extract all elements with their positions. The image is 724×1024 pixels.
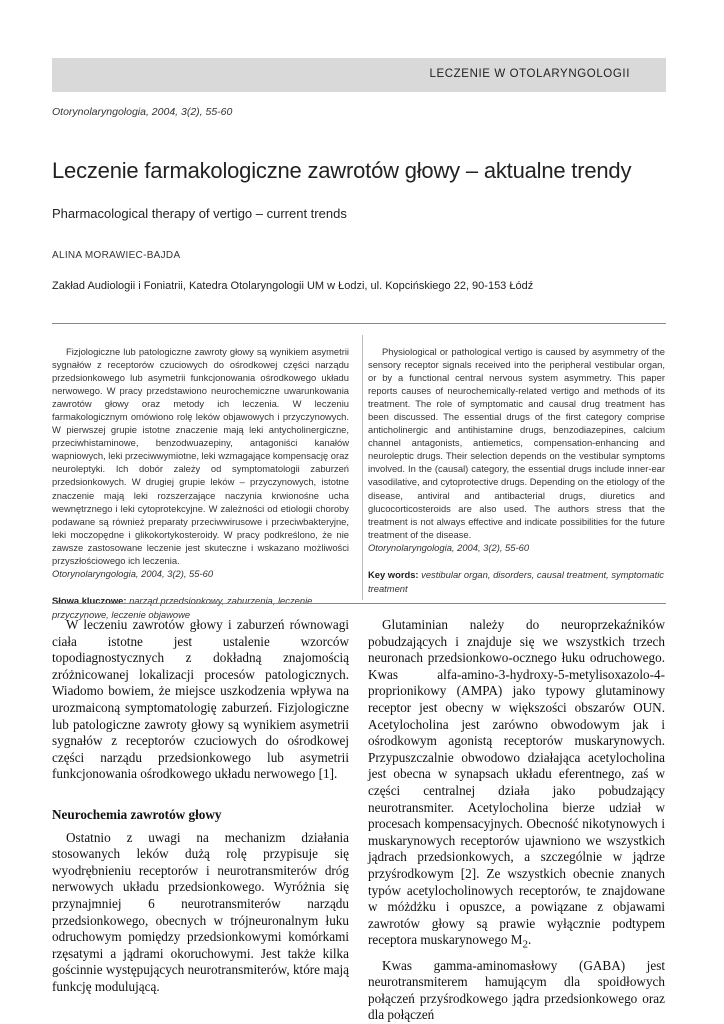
article-subtitle: Pharmacological therapy of vertigo – current trends bbox=[52, 206, 347, 221]
author-name: ALINA MORAWIEC-BAJDA bbox=[52, 250, 181, 261]
keywords-english-values: vestibular organ, disorders, causal treatment, symptomatic treatment bbox=[368, 568, 664, 594]
top-rule bbox=[52, 323, 666, 324]
body-column-left bbox=[52, 617, 349, 995]
journal-citation: Otorynolaryngologia, 2004, 3(2), 55-60 bbox=[52, 106, 233, 118]
article-title: Leczenie farmakologiczne zawrotów głowy – aktualne trendy bbox=[52, 158, 632, 183]
abstract-column-divider bbox=[362, 335, 363, 600]
abstract-bottom-rule bbox=[52, 603, 666, 604]
abstract-english-citation: Otorynolaryngologia, 2004, 3(2), 55-60 bbox=[368, 541, 530, 553]
body-paragraph: Ostatnio z uwagi na mechanizm działania stosowanych leków dużą rolę przypisuje się wyodrębnieniu receptorów i neurotransmiterów dróg nerwowych układu przedsionkowego. Wyróżnia się przynajmniej 6 neurotransmiterów narządu przedsionkowego, obecnych w trójneuronalnym łuku odruchowym pomiędzy przedsionkowymi komórkami rzęsatymi a jądrami okoruchowymi. Jest także kilka gościnnie występujących neurotransmiterów, które mają funkcję modulującą. bbox=[52, 829, 349, 994]
abstract-polish-citation: Otorynolaryngologia, 2004, 3(2), 55-60 bbox=[52, 567, 214, 579]
body-paragraph-text: Glutaminian należy do neuroprzekaźników pobudzających i znajduje się we wszystkich trzech neuronach przedsionkowo-ocznego łuku odruchowego. Kwas alfa-amino-3-hydroxy-5-metylisoxazolo-4-proprionikowy (AMPA) jako typowy glutaminowy receptor jest obecny w większości obszarów OUN. Acetylocholina jest zarówno obwodowym jak i ośrodkowym agonistą receptorów muskarynowych. Przypuszczalnie obwodowo działająca acetylocholina jest obecna w synapsach układu eferentnego, zaś w części centralnej działa jako pobudzający neurotransmiter. Acetylocholina bierze udział w procesach kompensacyjnych. Obecność nikotynowych i muskarynowych receptorów ujawniono we wszystkich jądrach przedsionkowych, a szczególnie w jądrze przyśrodkowym [2]. Ze wszystkich obecnie znanych typów acetylocholinowych receptorów, te znajdowane w móżdżku i opuszce, a powiązane z objawami zawrotów głowy są prawie wyłącznie podtypem receptora muskarynowego M bbox=[368, 617, 665, 948]
section-label: LECZENIE W OTOLARYNGOLOGII bbox=[429, 68, 630, 80]
keywords-english bbox=[368, 568, 665, 596]
body-column-right bbox=[368, 617, 665, 1024]
body-paragraph-gaba: Kwas gamma-aminomasłowy (GABA) jest neurotransmiterem hamującym dla spoidłowych połączeń przyśrodkowego jądra przedsionkowego oraz dla połączeń bbox=[368, 957, 665, 1023]
body-paragraph-end: . bbox=[528, 932, 532, 948]
keywords-english-label: Key words: bbox=[368, 568, 419, 580]
subscript-2: 2 bbox=[522, 938, 529, 951]
abstract-polish bbox=[52, 345, 349, 622]
abstract-english bbox=[368, 345, 665, 596]
section-header-band bbox=[52, 58, 666, 92]
section-heading-neurochemistry: Neurochemia zawrotów głowy bbox=[52, 806, 222, 822]
keywords-polish-label: Słowa kluczowe: bbox=[52, 594, 127, 606]
body-paragraph-glutamate bbox=[368, 617, 665, 954]
author-affiliation: Zakład Audiologii i Foniatrii, Katedra Otolaryngologii UM w Łodzi, ul. Kopcińskiego 22, 90-153 Łódź bbox=[52, 280, 534, 292]
keywords-polish-values: narząd przedsionkowy, zaburzenia, leczenie przyczynowe, leczenie objawowe bbox=[52, 594, 313, 620]
abstract-english-text: Physiological or pathological vertigo is caused by asymmetry of the sensory receptor signals received into the peripheral vestibular organ, or by a functional central nervous system asymmetry. This paper reports causes of neurochemically-related vertigo and methods of its treatment. The role of symptomatic and causal drug treatment has been discussed. The essential drugs of the first category comprise anticholinergic and antihistamine drugs, benzodiazepines, calcium channel antagonists, antiemetics, compensation-enhancing and neuroleptic drugs. Their selection depends on the vestibular symptoms involved. In the (causal) category, the essential drugs include inner-ear vasodilative, and cytoprotective drugs. Depending on the etiology of the disease, antiviral and antibacterial drugs, diuretics and glucocorticosteroids are also used. The authors stress that the treatment is not always effective and indicate possibilities for the future treatment of the disease. bbox=[368, 346, 665, 540]
abstract-polish-text: Fizjologiczne lub patologiczne zawroty głowy są wynikiem asymetrii sygnałów z receptorów czuciowych do ośrodkowej części narządu przedsionkowego lub asymetrii funkcjonowania ośrodkowego układu nerwowego. W pracy przedstawiono neurochemiczne uwarunkowania zawrotów głowy oraz metody ich leczenia. W leczeniu farmakologicznym omówiono rolę leków objawowych i przyczynowych. W pierwszej grupie istotne znaczenie mają leki antycholinergiczne, przeciwhistaminowe, benzodwuazepiny, antagoniści kanałów wapniowych, leki przeciwwymiotne, leki wzmagające kompensację oraz neuroleptyki. Ich dobór zależy od symptomatologii zaburzeń przedsionkowych. W drugiej grupie leków – przyczynowych, istotne znaczenie mają leki rozszerzające naczynia krwionośne ucha wewnętrznego i leki cytoprotekcyjne. W zależności od etiologii choroby podawane są również preparaty przeciwwirusowe i przeciwbakteryjne, leki moczopędne i glikokortykosteroidy. W pracy podkreślono, że nie zawsze zastosowane leczenie jest skuteczne i wskazano możliwości przyszłościowego ich leczenia. bbox=[52, 346, 349, 566]
body-intro-paragraph: W leczeniu zawrotów głowy i zaburzeń równowagi ciała istotne jest ustalenie wzorców topodiagnostycznych z dokładną znajomością zróżnicowanej lokalizacji procesów patologicznych. Wiadomo bowiem, że miejsce uszkodzenia wpływa na urozmaiconą symptomatologię zaburzeń. Fizjologiczne lub patologiczne zawroty głowy są wynikiem asymetrii sygnałów z receptorów czuciowych do ośrodkowej części narządu przedsionkowego lub asymetrii funkcjonowania ośrodkowego układu nerwowego [1]. bbox=[52, 617, 349, 782]
